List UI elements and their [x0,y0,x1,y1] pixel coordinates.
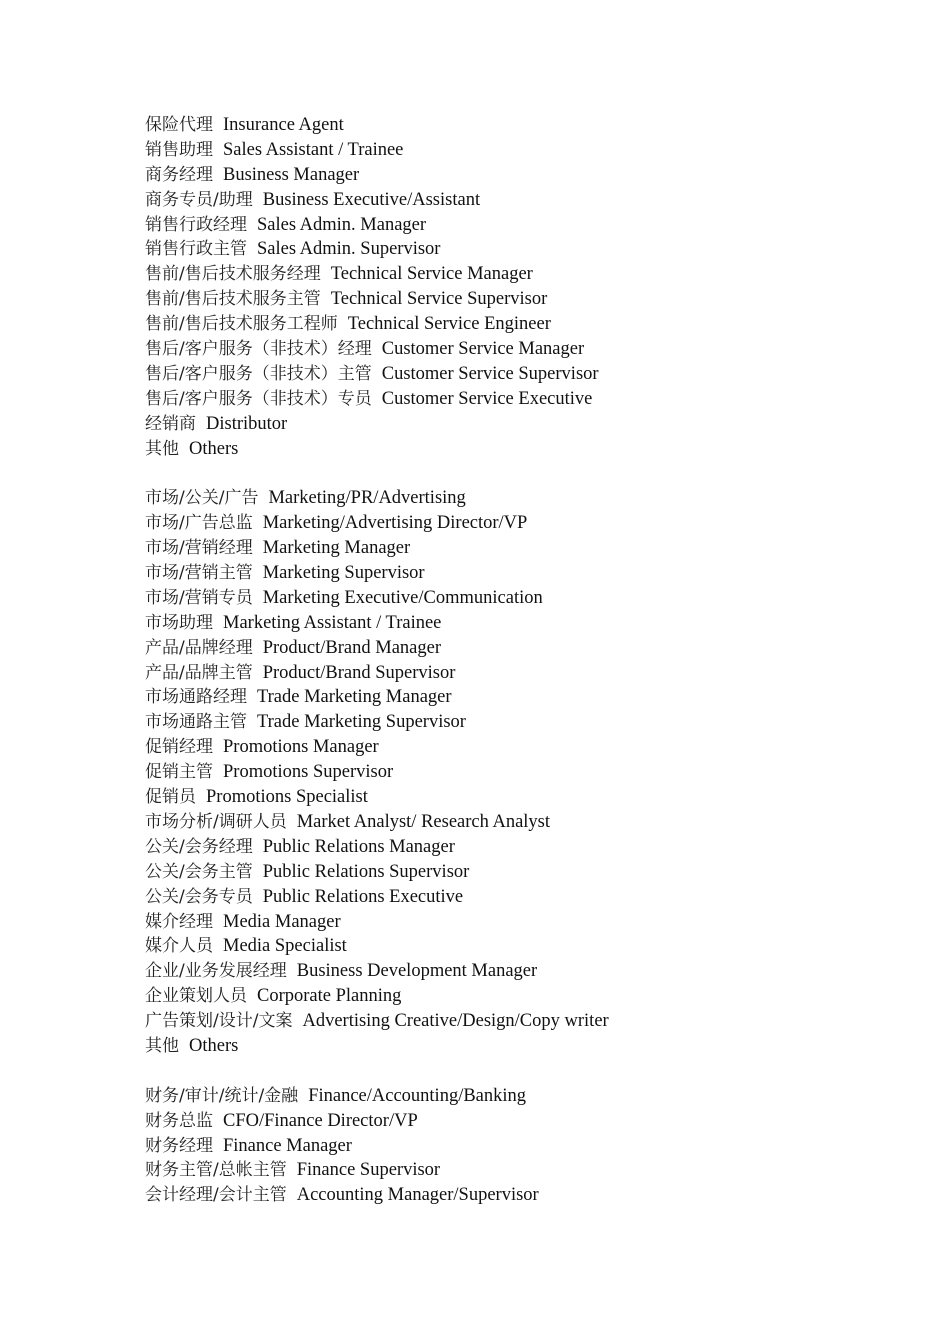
english-title: Technical Service Engineer [347,314,551,335]
english-title: Promotions Specialist [206,787,368,808]
english-title: Finance Supervisor [296,1160,441,1181]
chinese-title: 商务专员/助理 [145,189,253,210]
chinese-title: 销售行政经理 [145,214,247,235]
job-title-entry [145,337,845,362]
job-title-entry [145,710,845,735]
chinese-title: 售前/售后技术服务经理 [145,264,321,285]
english-title: Public Relations Supervisor [262,861,470,882]
english-title: Marketing/PR/Advertising [268,488,466,509]
english-title: Others [189,438,239,459]
job-title-entry [145,362,845,387]
english-title: Market Analyst/ Research Analyst [296,811,551,832]
chinese-title: 财务主管/总帐主管 [145,1160,287,1181]
english-title: Technical Service Manager [330,264,533,285]
job-title-entry [145,1034,845,1059]
job-title-entry [145,1109,845,1134]
chinese-title: 市场通路主管 [145,712,247,733]
job-title-entry [145,661,845,686]
english-title: Advertising Creative/Design/Copy writer [302,1011,609,1032]
english-title: Sales Admin. Supervisor [257,239,441,260]
chinese-title: 广告策划/设计/文案 [145,1011,293,1032]
job-title-entry [145,437,845,462]
chinese-title: 售后/客户服务（非技术）专员 [145,388,372,409]
job-title-entry [145,636,845,661]
english-title: Trade Marketing Supervisor [257,712,466,733]
job-title-entry [145,511,845,536]
job-title-entry [145,188,845,213]
job-title-entry [145,785,845,810]
english-title: Insurance Agent [223,115,344,135]
chinese-title: 市场/公关/广告 [145,488,259,509]
job-title-entry [145,138,845,163]
chinese-title: 财务/审计/统计/金融 [145,1085,299,1106]
job-category-section [145,113,845,461]
job-title-entry [145,959,845,984]
english-title: Public Relations Executive [262,886,464,907]
chinese-title: 公关/会务主管 [145,861,253,882]
english-title: Sales Assistant / Trainee [223,139,404,160]
job-title-entry [145,885,845,910]
job-title-entry [145,735,845,760]
chinese-title: 公关/会务专员 [145,886,253,907]
job-title-entry [145,163,845,188]
chinese-title: 产品/品牌经理 [145,637,253,658]
chinese-title: 商务经理 [145,164,213,185]
job-title-entry [145,387,845,412]
job-title-entry [145,536,845,561]
job-title-entry [145,984,845,1009]
english-title: Product/Brand Supervisor [262,662,456,683]
chinese-title: 会计经理/会计主管 [145,1185,287,1206]
chinese-title: 市场/营销主管 [145,563,253,584]
chinese-title: 经销商 [145,413,196,434]
job-title-entry [145,237,845,262]
english-title: Sales Admin. Manager [257,214,427,235]
job-title-entry [145,113,845,138]
chinese-title: 销售行政主管 [145,239,247,260]
english-title: CFO/Finance Director/VP [223,1110,418,1131]
english-title: Finance/Accounting/Banking [308,1085,527,1106]
chinese-title: 市场分析/调研人员 [145,811,287,832]
english-title: Finance Manager [223,1135,352,1156]
english-title: Corporate Planning [257,986,402,1007]
english-title: Accounting Manager/Supervisor [296,1185,539,1206]
chinese-title: 媒介人员 [145,936,213,957]
job-title-entry [145,685,845,710]
english-title: Marketing Assistant / Trainee [223,612,442,633]
job-title-entry [145,287,845,312]
job-title-entry [145,486,845,511]
job-title-entry [145,1158,845,1183]
english-title: Promotions Manager [223,737,379,758]
chinese-title: 其他 [145,438,179,459]
chinese-title: 财务总监 [145,1110,213,1131]
job-title-entry [145,1084,845,1109]
job-title-entry [145,910,845,935]
english-title: Trade Marketing Manager [257,687,452,708]
chinese-title: 企业/业务发展经理 [145,961,287,982]
english-title: Promotions Supervisor [223,762,394,783]
chinese-title: 售后/客户服务（非技术）经理 [145,339,372,360]
chinese-title: 市场/营销专员 [145,587,253,608]
chinese-title: 市场/广告总监 [145,513,253,534]
chinese-title: 保险代理 [145,115,213,135]
job-category-section [145,1084,845,1208]
job-title-entry [145,561,845,586]
job-title-entry [145,1134,845,1159]
chinese-title: 售后/客户服务（非技术）主管 [145,363,372,384]
english-title: Customer Service Supervisor [381,363,599,384]
job-title-entry [145,835,845,860]
chinese-title: 售前/售后技术服务工程师 [145,314,338,335]
english-title: Marketing Executive/Communication [262,587,543,608]
english-title: Distributor [206,413,288,434]
english-title: Media Specialist [223,936,347,957]
english-title: Others [189,1035,239,1056]
job-title-entry [145,934,845,959]
chinese-title: 企业策划人员 [145,986,247,1007]
job-title-entry [145,312,845,337]
chinese-title: 促销员 [145,787,196,808]
chinese-title: 销售助理 [145,139,213,160]
english-title: Customer Service Manager [381,339,585,360]
english-title: Media Manager [223,911,341,932]
chinese-title: 促销经理 [145,737,213,758]
chinese-title: 媒介经理 [145,911,213,932]
chinese-title: 财务经理 [145,1135,213,1156]
job-title-entry [145,412,845,437]
job-title-entry [145,1183,845,1208]
job-title-entry [145,760,845,785]
job-title-entry [145,262,845,287]
job-title-entry [145,611,845,636]
english-title: Marketing Supervisor [262,563,425,584]
chinese-title: 促销主管 [145,762,213,783]
english-title: Business Development Manager [296,961,538,982]
job-title-entry [145,586,845,611]
english-title: Customer Service Executive [381,388,593,409]
chinese-title: 市场助理 [145,612,213,633]
chinese-title: 公关/会务经理 [145,836,253,857]
job-category-section [145,486,845,1058]
english-title: Product/Brand Manager [262,637,442,658]
job-title-entry [145,860,845,885]
job-title-entry [145,1009,845,1034]
english-title: Marketing/Advertising Director/VP [262,513,528,534]
english-title: Marketing Manager [262,538,411,559]
chinese-title: 其他 [145,1035,179,1056]
chinese-title: 售前/售后技术服务主管 [145,289,321,310]
chinese-title: 产品/品牌主管 [145,662,253,683]
chinese-title: 市场通路经理 [145,687,247,708]
english-title: Business Executive/Assistant [262,189,481,210]
english-title: Business Manager [223,164,360,185]
job-title-entry [145,213,845,238]
english-title: Technical Service Supervisor [330,289,548,310]
chinese-title: 市场/营销经理 [145,538,253,559]
job-title-entry [145,810,845,835]
job-title-list [145,113,845,1208]
english-title: Public Relations Manager [262,836,455,857]
